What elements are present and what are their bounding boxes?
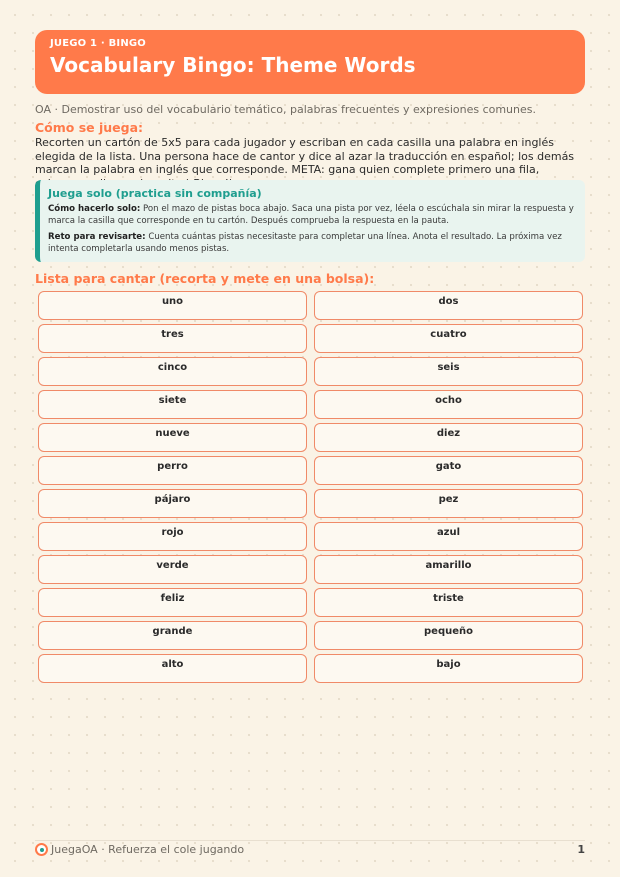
how-to-play-text: Recorten un cartón de 5x5 para cada jugador y escriban en cada casilla una palabra en inglés elegida de la lista. Una persona hace de cantor y dice al azar la traducción en español; los demás marcan la palabra en inglés que corresponde. META: gana quien complete primero una fila,	[35, 136, 575, 176]
word-card: bajo	[314, 654, 583, 683]
solo-check-text: Cuenta cuántas pistas necesitaste para completar una línea. Anota el resultado. La próxima vez intenta completarla usando menos pistas.	[48, 232, 562, 254]
solo-how-label: Cómo hacerlo solo:	[48, 204, 141, 214]
word-card: alto	[38, 654, 307, 683]
word-card: pájaro	[38, 489, 307, 518]
solo-play-box	[35, 180, 585, 262]
solo-how-paragraph	[48, 203, 575, 227]
word-card: nueve	[38, 423, 307, 452]
call-list-grid	[38, 291, 583, 683]
page-title: Vocabulary Bingo: Theme Words	[50, 53, 416, 77]
game-kicker: JUEGO 1 · BINGO	[50, 38, 147, 49]
page-number: 1	[577, 843, 585, 856]
word-card: azul	[314, 522, 583, 551]
word-card: grande	[38, 621, 307, 650]
page-footer	[35, 843, 585, 859]
footer-brand: JuegaOA · Refuerza el cole jugando	[51, 843, 245, 856]
word-card: triste	[314, 588, 583, 617]
word-card: tres	[38, 324, 307, 353]
solo-how-text: Pon el mazo de pistas boca abajo. Saca una pista por vez, léela o escúchala sin mirar la respuesta y marca la casilla que corresponde en tu cartón. Después comprueba la respuesta en la pauta.	[48, 204, 574, 226]
word-card: rojo	[38, 522, 307, 551]
solo-check-label: Reto para revisarte:	[48, 232, 146, 242]
word-card: seis	[314, 357, 583, 386]
word-card: siete	[38, 390, 307, 419]
word-card: ocho	[314, 390, 583, 419]
ring-logo-icon	[35, 843, 48, 856]
word-card: pequeño	[314, 621, 583, 650]
word-card: gato	[314, 456, 583, 485]
word-card: pez	[314, 489, 583, 518]
word-card: dos	[314, 291, 583, 320]
learning-objective: OA · Demostrar uso del vocabulario temático, palabras frecuentes y expresiones comunes.	[35, 103, 536, 116]
footer-divider	[35, 840, 585, 841]
word-card: verde	[38, 555, 307, 584]
word-card: perro	[38, 456, 307, 485]
word-card: uno	[38, 291, 307, 320]
word-card: amarillo	[314, 555, 583, 584]
solo-check-paragraph	[48, 231, 575, 255]
how-to-play-heading: Cómo se juega:	[35, 120, 144, 135]
call-list-heading: Lista para cantar (recorta y mete en una bolsa):	[35, 271, 375, 286]
solo-play-heading: Juega solo (practica sin compañía)	[48, 187, 262, 200]
word-card: feliz	[38, 588, 307, 617]
title-banner	[35, 30, 585, 94]
word-card: cinco	[38, 357, 307, 386]
word-card: cuatro	[314, 324, 583, 353]
word-card: diez	[314, 423, 583, 452]
